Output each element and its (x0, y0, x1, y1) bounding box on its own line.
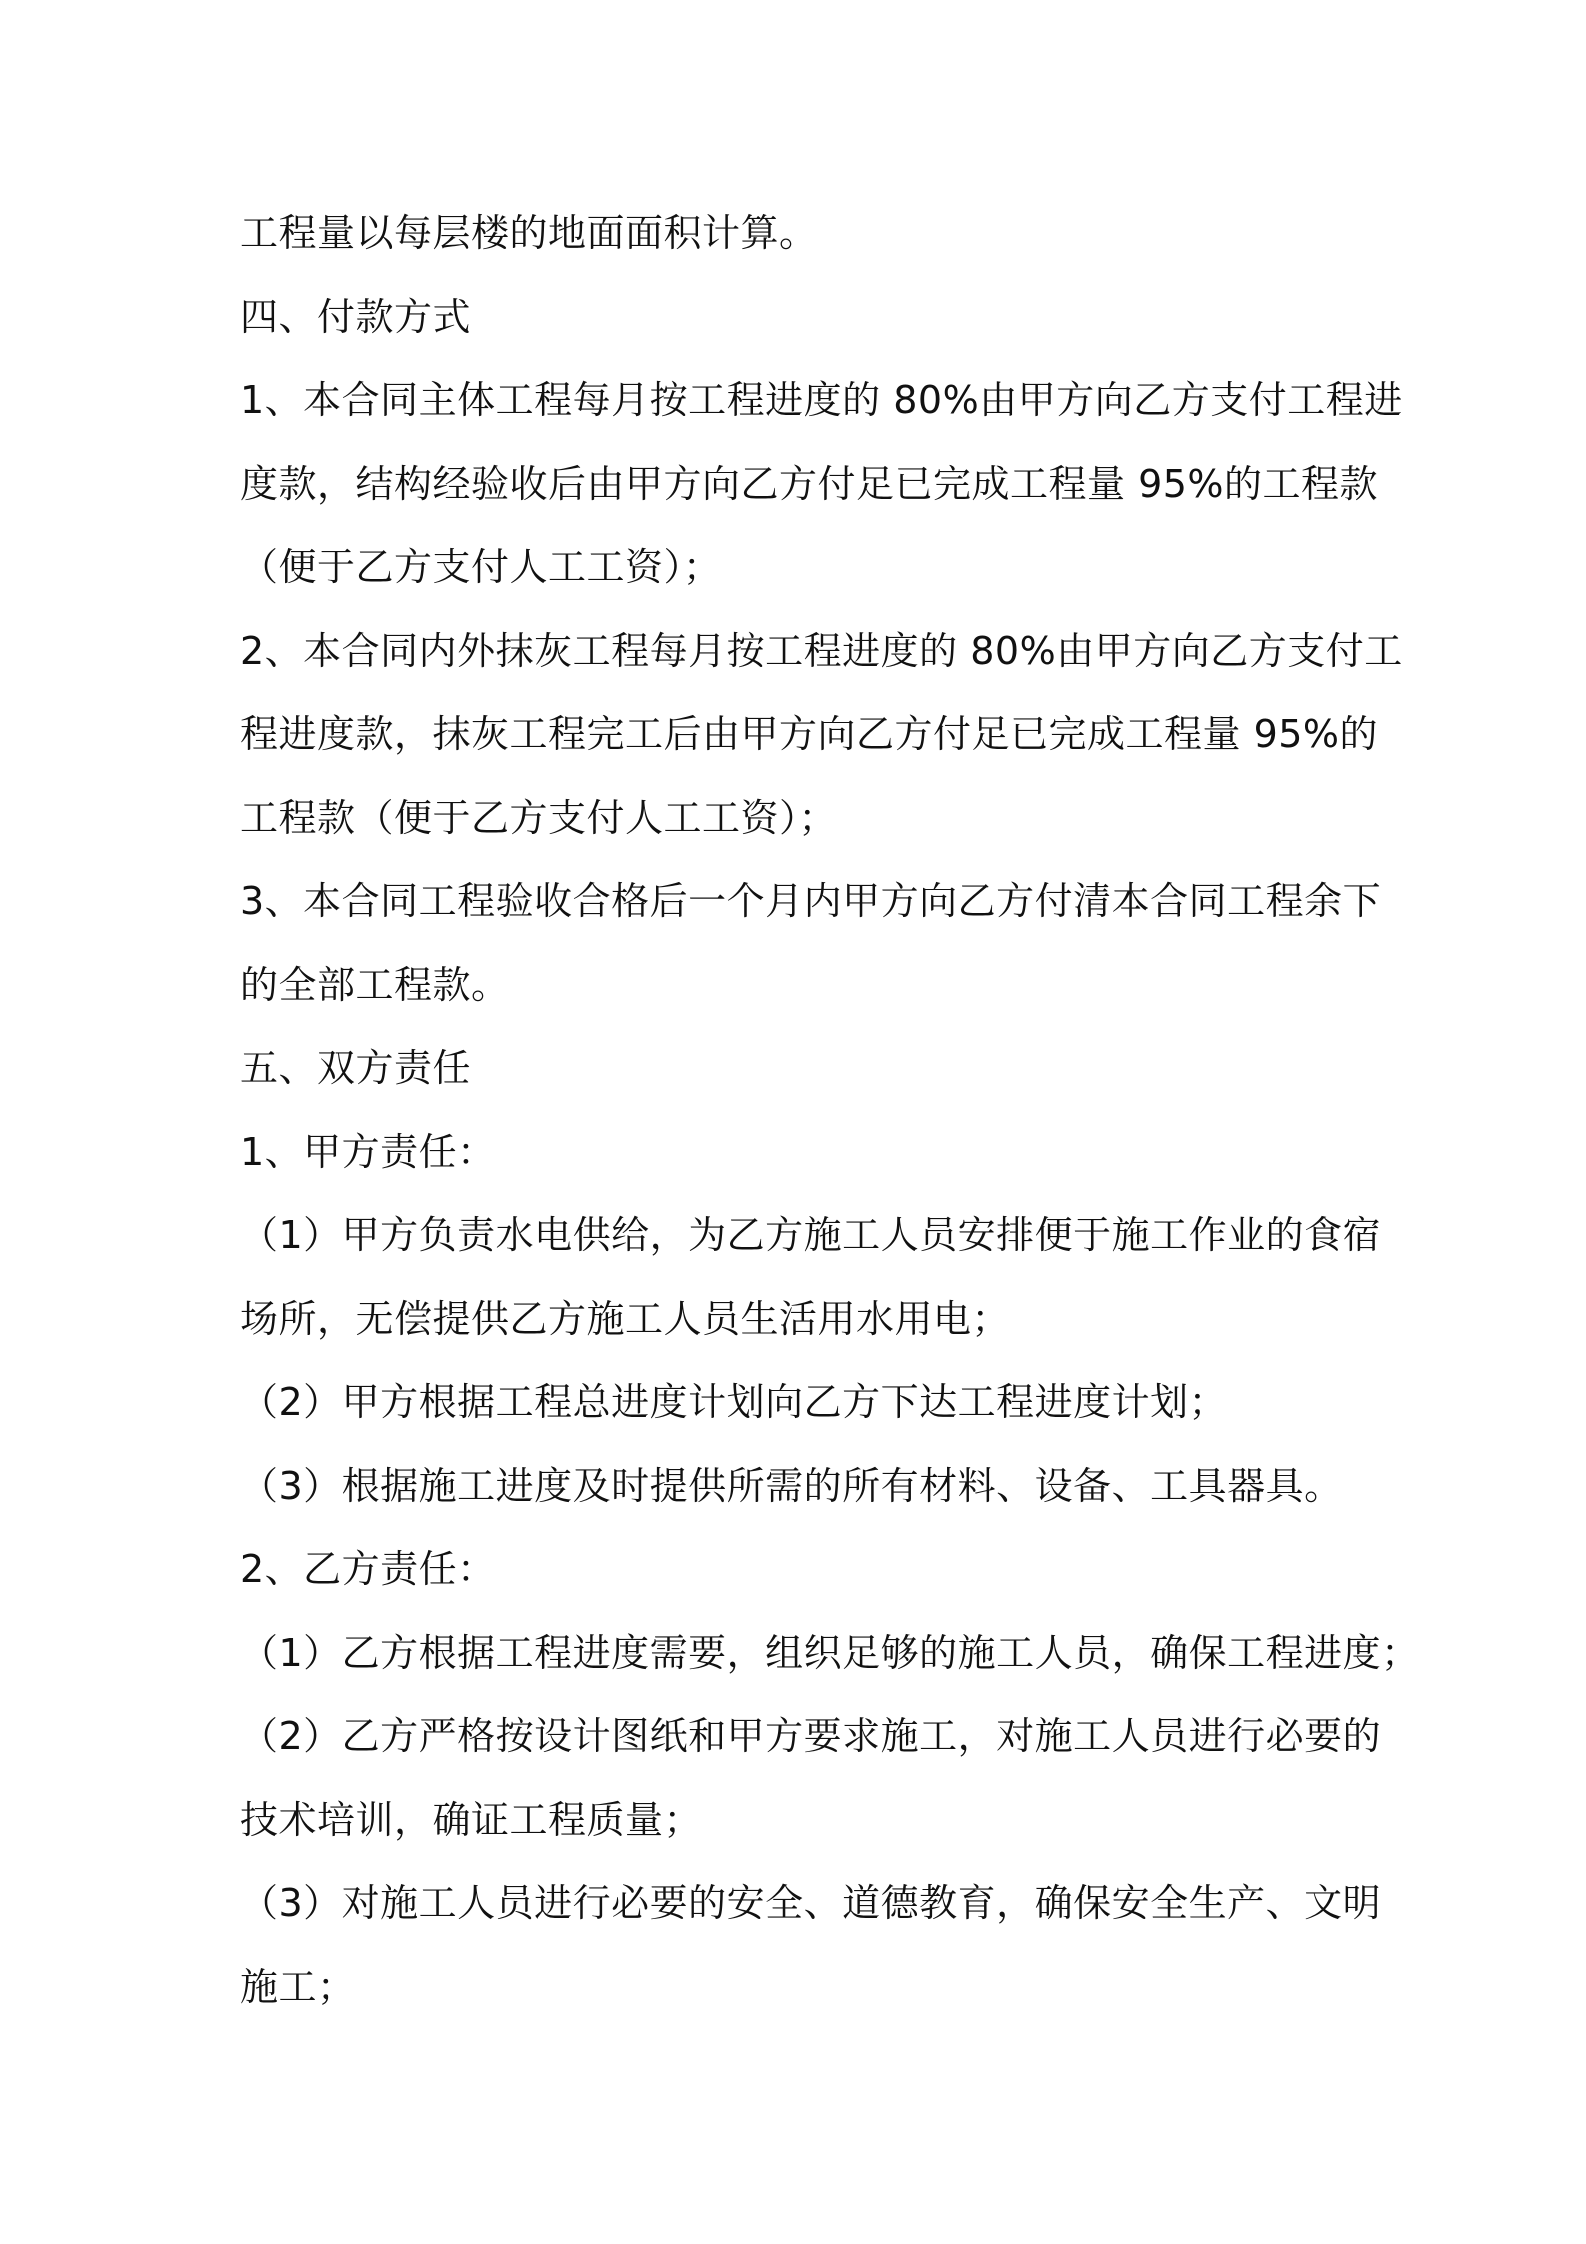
subheading-party-a: 1、甲方责任： (240, 1129, 496, 1174)
text-line: （2）乙方严格按设计图纸和甲方要求施工，对施工人员进行必要的 (240, 1714, 1382, 1758)
text-line: 1、本合同主体工程每月按工程进度的 80%由甲方向乙方支付工程进 (240, 378, 1403, 422)
text-line: 2、本合同内外抹灰工程每月按工程进度的 80%由甲方向乙方支付工 (240, 628, 1403, 673)
text-line: （3）根据施工进度及时提供所需的所有材料、设备、工具器具。 (240, 1463, 1343, 1508)
text-line: 工程款（便于乙方支付人工工资）； (240, 795, 838, 840)
text-line: 度款，结构经验收后由甲方向乙方付足已完成工程量 95%的工程款 (240, 461, 1379, 506)
contract-text (240, 192, 1420, 2029)
section-heading-payment: 四、付款方式 (240, 294, 472, 339)
text-line: （2）甲方根据工程总进度计划向乙方下达工程进度计划； (240, 1380, 1228, 1424)
subheading-party-b: 2、乙方责任： (240, 1547, 496, 1591)
text-line: 的全部工程款。 (240, 962, 510, 1007)
text-line: 程进度款，抹灰工程完工后由甲方向乙方付足已完成工程量 95%的 (240, 712, 1379, 756)
text-line: （1）乙方根据工程进度需要，组织足够的施工人员，确保工程进度； (240, 1630, 1420, 1675)
text-line: （1）甲方负责水电供给，为乙方施工人员安排便于施工作业的食宿 (240, 1213, 1382, 1257)
text-line: 施工； (240, 1964, 356, 2009)
section-heading-responsibilities: 五、双方责任 (240, 1046, 472, 1090)
text-line: （3）对施工人员进行必要的安全、道德教育，确保安全生产、文明 (240, 1881, 1382, 1925)
text-line: 场所，无偿提供乙方施工人员生活用水用电； (240, 1296, 1011, 1341)
text-line: 3、本合同工程验收合格后一个月内甲方向乙方付清本合同工程余下 (240, 879, 1382, 923)
text-line: 技术培训，确证工程质量； (240, 1797, 703, 1842)
text-line: 工程量以每层楼的地面面积计算。 (240, 211, 818, 255)
text-line: （便于乙方支付人工工资）； (240, 545, 722, 589)
